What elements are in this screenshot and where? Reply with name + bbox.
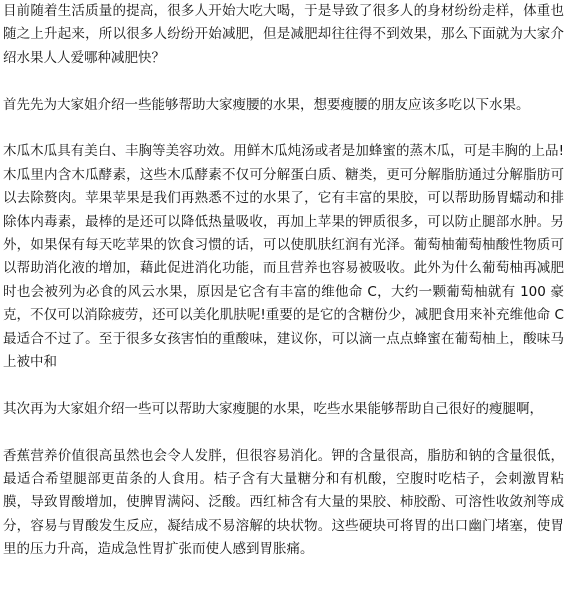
paragraph-spacer bbox=[3, 421, 564, 444]
waist-intro-paragraph: 首先先为大家姐介绍一些能够帮助大家瘦腰的水果，想要瘦腰的朋友应该多吃以下水果。 bbox=[3, 96, 530, 113]
paragraph-spacer bbox=[3, 70, 564, 93]
leg-fruits-paragraph: 香蕉营养价值很高虽然也会令人发胖，但很容易消化。钾的含量很高，脂肪和钠的含量很低，最适合希望腿部更苗条的人食用。桔子含有大量糖分和有机酸，空腹时吃桔子，会刺激胃粘膜，导致胃酸增加，使脾胃满闷、泛酸。西红柿含有大量的果胶、柿胶酚、可溶性收敛剂等成分，容易与胃酸发生反应，凝结成不易溶解的块状物。这些硬块可将胃的出口幽门堵塞，使胃里的压力升高，造成急性胃扩张而使人感到胃胀痛。 bbox=[3, 447, 564, 558]
paragraph-spacer bbox=[3, 117, 564, 140]
waist-fruits-paragraph: 木瓜木瓜具有美白、丰胸等美容功效。用鲜木瓜炖汤或者是加蜂蜜的蒸木瓜，可是丰胸的上品!木瓜里内含木瓜酵素，这些木瓜酵素不仅可分解蛋白质、糖类，更可分解脂肪通过分解脂肪可以去除赘肉。苹果苹果是我们再熟悉不过的水果了，它有丰富的果胶，可以帮助肠胃蠕动和排除体内毒素，最棒的是还可以降低热量吸收，再加上苹果的钾质很多，可以防止腿部水肿。另外，如果保有每天吃苹果的饮食习惯的话，可以使肌肤红润有光泽。葡萄柚葡萄柚酸性物质可以帮助消化液的增加，藉此促进消化功能，而且营养也容易被吸收。此外为什么葡萄柚再减肥时也会被列为必食的风云水果，原因是它含有丰富的维他命 C，大约一颗葡萄柚就有 100 豪克，不仅可以消除疲劳，还可以美化肌肤呢!重要的是它的含糖份少，减肥食用来补充维他命 C 最适合不过了。至于很多女孩害怕的重酸味，建议你，可以滴一点点蜂蜜在葡萄柚上，酸味马上被中和 bbox=[3, 143, 564, 371]
intro-paragraph: 目前随着生活质量的提高，很多人开始大吃大喝，于是导致了很多人的身材纷纷走样，体重也随之上升起来，所以很多人纷纷开始减肥，但是减肥却往往得不到效果，那么下面就为大家介绍水果人人爱哪种减肥快？ bbox=[3, 3, 564, 66]
leg-intro-paragraph: 其次再为大家姐介绍一些可以帮助大家瘦腿的水果，吃些水果能够帮助自己很好的瘦腿啊， bbox=[3, 400, 543, 417]
paragraph-spacer bbox=[3, 374, 564, 397]
